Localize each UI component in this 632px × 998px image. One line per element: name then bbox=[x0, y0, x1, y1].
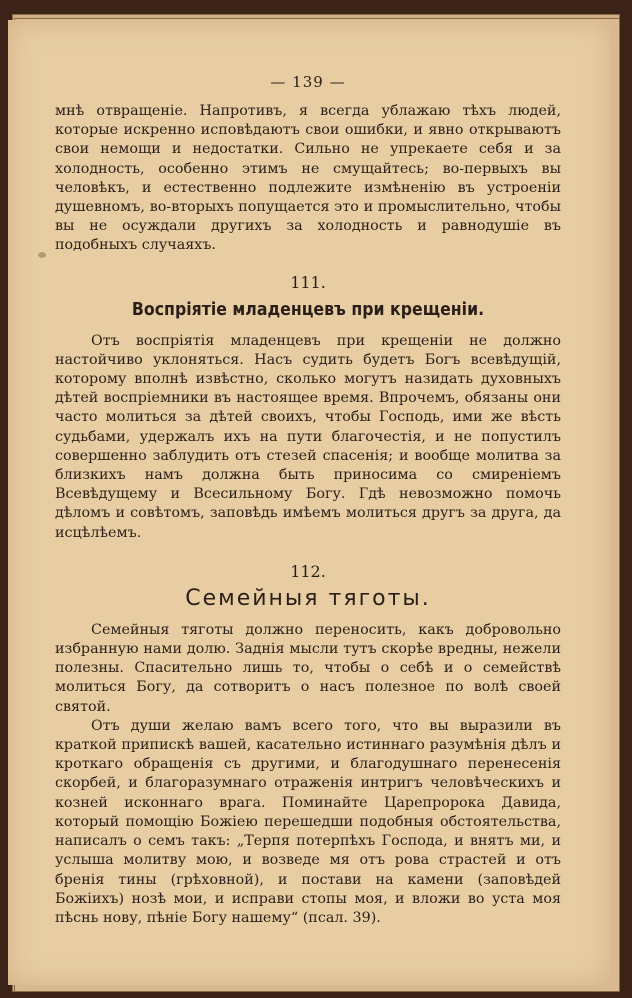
section-title: Семейныя тяготы. bbox=[185, 585, 431, 611]
section-number: 112. bbox=[290, 561, 326, 581]
section-paragraph: Отъ души желаю вамъ всего того, что вы выразили въ краткой припискѣ вашей, касательно истиннаго разумѣнія дѣлъ и кроткаго обращенія съ другими, и благодушнаго перенесенія скорбей, и благоразумнаго отраженія интригъ человѣческихъ и козней исконнаго врага. Поминайте Царепророка Давида, который помощію Божіею перешедши подобныя обстоятельства, написалъ о семъ такъ: „Терпя потерпѣхъ Господа, и внятъ ми, и услыша молитву мою, и возведе мя отъ рова страстей и отъ бренія тины (грѣховной), и постави на камени (заповѣдей Божіихъ) нозѣ мои, и исправи стопы моя, и вложи во уста моя пѣснь нову, пѣніе Богу нашему“ (псал. 39). bbox=[55, 717, 561, 926]
section-paragraph: Семейныя тяготы должно переносить, какъ добровольно избранную нами долю. Заднія мысли тутъ скорѣе вредны, нежели полезны. Спасительно лишь то, чтобы о себѣ и о семействѣ молиться Богу, да сотворитъ о насъ полезное по волѣ своей святой. bbox=[55, 621, 561, 715]
section-paragraph: Отъ воспріятія младенцевъ при крещеніи не должно настойчиво уклоняться. Насъ судить будетъ Богъ всевѣдущій, которому вполнѣ извѣстно, сколько могутъ назидать духовныхъ дѣтей воспріемники въ настоящее время. Впрочемъ, обязаны они часто молиться за дѣтей своихъ, чтобы Господь, ими же вѣсть судьбами, удержалъ ихъ на пути благочестія, и не попустилъ совершенно заблудить отъ стезей спасенія; и вообще молитва за близкихъ намъ должна быть приносима со смиреніемъ Всевѣдущему и Всесильному Богу. Гдѣ невозможно помочь дѣломъ и совѣтомъ, заповѣдь имѣемъ молиться другъ за друга, да исцѣлѣемъ. bbox=[55, 332, 561, 541]
book-page bbox=[8, 20, 610, 985]
section-title: Воспріятіе младенцевъ при крещеніи. bbox=[131, 299, 485, 320]
intro-paragraph: мнѣ отвращеніе. Напротивъ, я всегда ублажаю тѣхъ людей, которые искренно исповѣдаютъ свои ошибки, и явно открываютъ свои немощи и недостатки. Сильно не упрекаете себя и за холодность, особенно этимъ не смущайтесь; во-первыхъ вы человѣкъ, и естественно подлежите измѣненію въ устроеніи душевномъ, во-вторыхъ попущается это и промыслительно, чтобы вы не осуждали другихъ за холодность и равнодушіе въ подобныхъ случаяхъ. bbox=[55, 103, 561, 254]
section-number: 111. bbox=[290, 272, 326, 292]
page-number: — 139 — bbox=[270, 73, 346, 91]
ink-smudge bbox=[38, 252, 46, 258]
page-content bbox=[55, 72, 561, 928]
